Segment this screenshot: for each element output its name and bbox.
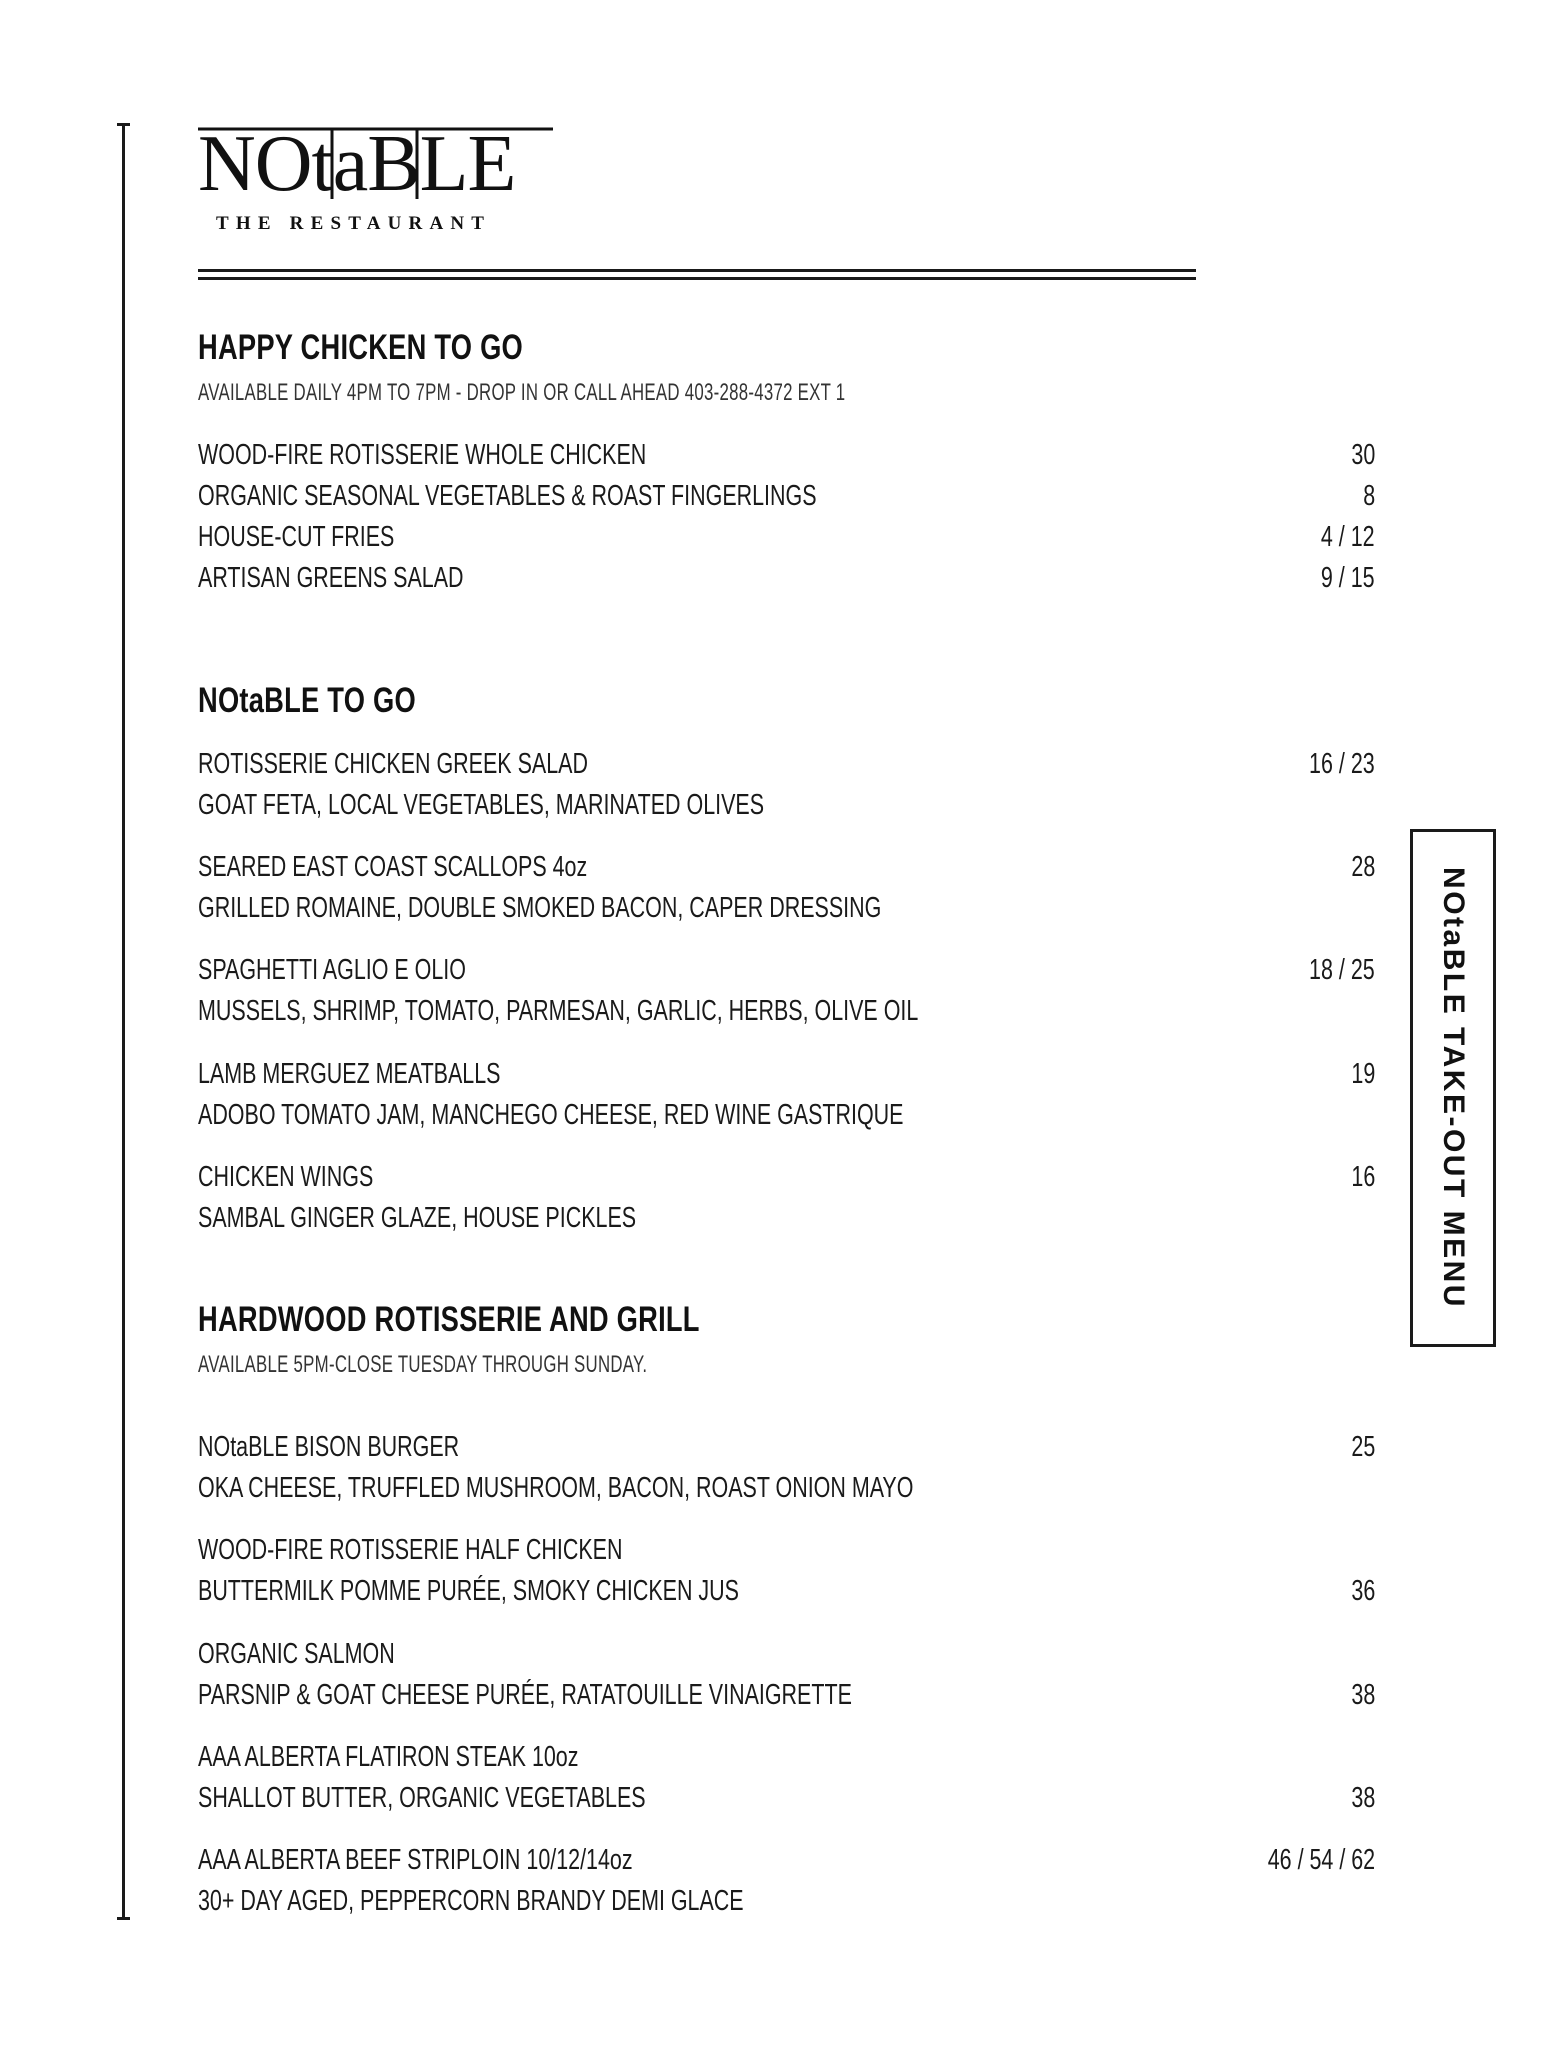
side-tab-label: NOtaBLE TAKE-OUT MENU <box>1437 867 1470 1309</box>
menu-item-name: HOUSE-CUT FRIES <box>198 521 395 553</box>
section-title-notable-to-go: NOtaBLE TO GO <box>198 681 416 720</box>
menu-item-description: GOAT FETA, LOCAL VEGETABLES, MARINATED OLIVES <box>198 789 765 821</box>
menu-item-price: 36 <box>1351 1575 1375 1607</box>
menu-item-name: NOtaBLE BISON BURGER <box>198 1431 460 1463</box>
menu-item-name: SEARED EAST COAST SCALLOPS 4oz <box>198 851 588 883</box>
menu-item-name: ROTISSERIE CHICKEN GREEK SALAD <box>198 748 588 780</box>
menu-item-name: AAA ALBERTA FLATIRON STEAK 10oz <box>198 1741 579 1773</box>
menu-item-description: BUTTERMILK POMME PURÉE, SMOKY CHICKEN JUS <box>198 1575 739 1607</box>
menu-item-description: SAMBAL GINGER GLAZE, HOUSE PICKLES <box>198 1202 637 1234</box>
menu-item-name: SPAGHETTI AGLIO E OLIO <box>198 954 466 986</box>
menu-item-name: LAMB MERGUEZ MEATBALLS <box>198 1058 501 1090</box>
menu-item-price: 28 <box>1351 851 1375 883</box>
menu-item-name: ARTISAN GREENS SALAD <box>198 562 464 594</box>
menu-item-name: ORGANIC SALMON <box>198 1638 395 1670</box>
menu-item-price: 8 <box>1363 480 1375 512</box>
menu-item-description: GRILLED ROMAINE, DOUBLE SMOKED BACON, CAPER DRESSING <box>198 892 882 924</box>
menu-item-price: 19 <box>1351 1058 1375 1090</box>
restaurant-logo <box>198 120 516 235</box>
menu-item-price: 18 / 25 <box>1309 954 1375 986</box>
menu-item-price: 30 <box>1351 439 1375 471</box>
section-subtitle-happy-chicken: AVAILABLE DAILY 4PM TO 7PM - DROP IN OR CALL AHEAD 403-288-4372 EXT 1 <box>198 379 846 406</box>
left-margin-rule <box>122 123 125 1920</box>
menu-item-price: 16 / 23 <box>1309 748 1375 780</box>
logo-frame-lines <box>198 125 558 205</box>
menu-item-name: AAA ALBERTA BEEF STRIPLOIN 10/12/14oz <box>198 1844 633 1876</box>
menu-item-name: ORGANIC SEASONAL VEGETABLES & ROAST FINGERLINGS <box>198 480 817 512</box>
menu-item-description: PARSNIP & GOAT CHEESE PURÉE, RATATOUILLE VINAIGRETTE <box>198 1679 852 1711</box>
menu-item-name: WOOD-FIRE ROTISSERIE HALF CHICKEN <box>198 1534 623 1566</box>
menu-item-price: 46 / 54 / 62 <box>1267 1844 1375 1876</box>
menu-item-description: 30+ DAY AGED, PEPPERCORN BRANDY DEMI GLACE <box>198 1885 744 1917</box>
menu-item-price: 9 / 15 <box>1321 562 1375 594</box>
menu-item-price: 16 <box>1351 1161 1375 1193</box>
menu-item-price: 25 <box>1351 1431 1375 1463</box>
logo-tagline: THE RESTAURANT <box>216 213 492 234</box>
menu-item-name: WOOD-FIRE ROTISSERIE WHOLE CHICKEN <box>198 439 647 471</box>
section-subtitle-hardwood-rotisserie: AVAILABLE 5PM-CLOSE TUESDAY THROUGH SUNDAY. <box>198 1351 648 1378</box>
menu-item-description: MUSSELS, SHRIMP, TOMATO, PARMESAN, GARLIC, HERBS, OLIVE OIL <box>198 995 919 1027</box>
menu-item-description: OKA CHEESE, TRUFFLED MUSHROOM, BACON, ROAST ONION MAYO <box>198 1472 914 1504</box>
menu-item-description: SHALLOT BUTTER, ORGANIC VEGETABLES <box>198 1782 646 1814</box>
menu-item-description: ADOBO TOMATO JAM, MANCHEGO CHEESE, RED WINE GASTRIQUE <box>198 1099 904 1131</box>
menu-item-name: CHICKEN WINGS <box>198 1161 374 1193</box>
side-tab-box <box>1410 829 1496 1347</box>
section-title-hardwood-rotisserie: HARDWOOD ROTISSERIE AND GRILL <box>198 1300 700 1339</box>
menu-item-price: 4 / 12 <box>1321 521 1375 553</box>
section-title-happy-chicken: HAPPY CHICKEN TO GO <box>198 328 524 367</box>
logo-wordmark: NOtaBLE <box>198 125 515 203</box>
header-double-rule <box>198 269 1196 280</box>
menu-item-price: 38 <box>1351 1782 1375 1814</box>
menu-item-price: 38 <box>1351 1679 1375 1711</box>
